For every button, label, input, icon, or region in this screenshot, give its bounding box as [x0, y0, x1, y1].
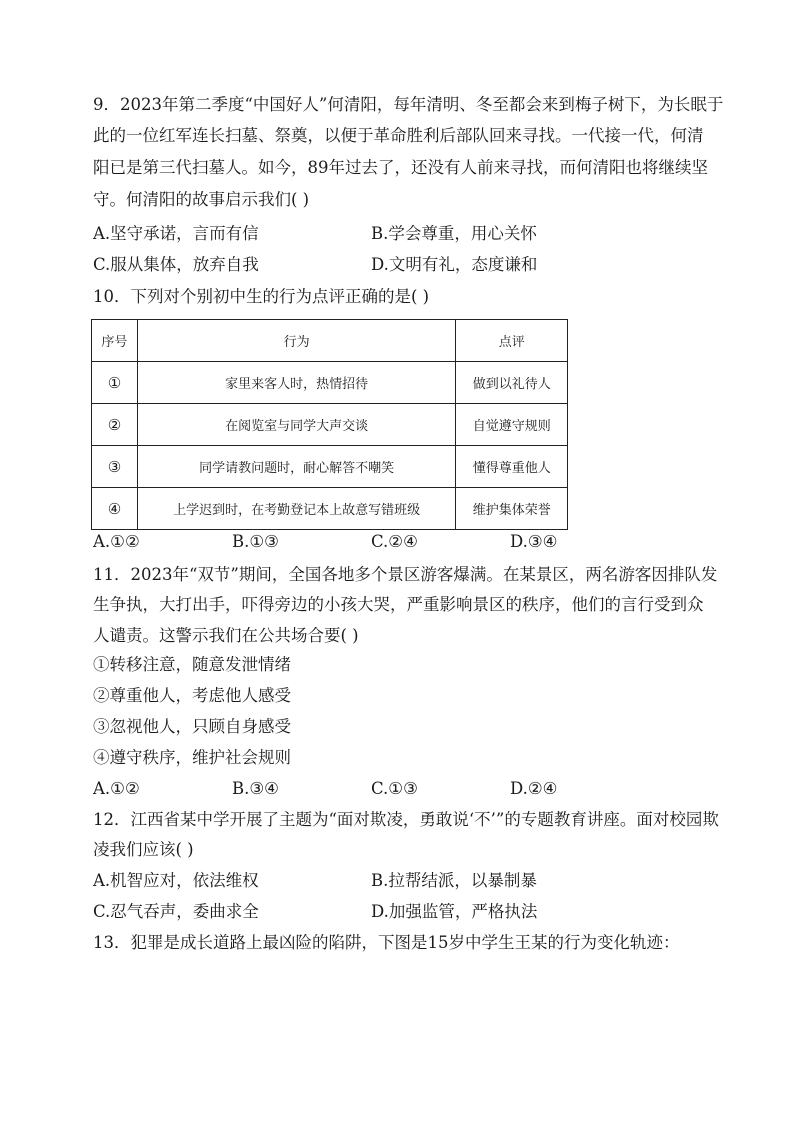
row-review: 维护集体荣誉: [456, 488, 568, 530]
q10-option-d[interactable]: D.③④: [510, 532, 558, 551]
table-row: [92, 488, 568, 530]
q9-stem-line-1: 9．2023年第二季度“中国好人”何清阳，每年清明、冬至都会来到梅子树下，为长眠于: [93, 95, 724, 114]
q11-item-1: ①转移注意，随意发泄情绪: [93, 655, 291, 674]
q11-item-2: ②尊重他人，考虑他人感受: [93, 686, 291, 705]
q9-option-c[interactable]: C.服从集体，放弃自我: [93, 255, 259, 274]
q11-option-c[interactable]: C.①③: [371, 779, 418, 798]
q11-item-4: ④遵守秩序，维护社会规则: [93, 748, 291, 767]
row-number: ④: [92, 488, 138, 530]
header-review: 点评: [456, 320, 568, 362]
header-number: 序号: [92, 320, 138, 362]
row-review: 做到以礼待人: [456, 362, 568, 404]
row-number: ①: [92, 362, 138, 404]
table-header-row: [92, 320, 568, 362]
q12-stem-line-2: 凌我们应该( ): [93, 840, 194, 859]
q9-stem-line-2: 此的一位红军连长扫墓、祭奠，以便于革命胜利后部队回来寻找。一代接一代，何清: [93, 126, 704, 145]
q11-option-a[interactable]: A.①②: [93, 779, 140, 798]
q12-option-d[interactable]: D.加强监管，严格执法: [371, 902, 538, 921]
row-number: ③: [92, 446, 138, 488]
q12-stem-line-1: 12．江西省某中学开展了主题为“面对欺凌，勇敢说‘不’”的专题教育讲座。面对校园欺: [93, 810, 719, 829]
q11-stem-line-1: 11．2023年“双节”期间，全国各地多个景区游客爆满。在某景区，两名游客因排队发: [93, 565, 718, 584]
row-number: ②: [92, 404, 138, 446]
q12-option-c[interactable]: C.忍气吞声，委曲求全: [93, 902, 259, 921]
header-behavior: 行为: [137, 320, 456, 362]
behavior-review-table: [91, 319, 568, 530]
q10-option-b[interactable]: B.①③: [232, 532, 279, 551]
row-behavior: 在阅览室与同学大声交谈: [137, 404, 456, 446]
table-row: [92, 362, 568, 404]
q13-stem: 13．犯罪是成长道路上最凶险的陷阱，下图是15岁中学生王某的行为变化轨迹：: [93, 933, 680, 952]
row-review: 懂得尊重他人: [456, 446, 568, 488]
q9-option-b[interactable]: B.学会尊重，用心关怀: [371, 224, 537, 243]
q12-option-b[interactable]: B.拉帮结派，以暴制暴: [371, 871, 537, 890]
table-row: [92, 404, 568, 446]
row-behavior: 家里来客人时，热情招待: [137, 362, 456, 404]
q11-stem-line-3: 人谴责。这警示我们在公共场合要( ): [93, 626, 359, 645]
q11-option-d[interactable]: D.②④: [510, 779, 558, 798]
q10-option-c[interactable]: C.②④: [371, 532, 418, 551]
row-behavior: 同学请教问题时，耐心解答不嘲笑: [137, 446, 456, 488]
table-row: [92, 446, 568, 488]
q10-option-a[interactable]: A.①②: [93, 532, 140, 551]
q11-stem-line-2: 生争执，大打出手，吓得旁边的小孩大哭，严重影响景区的秩序，他们的言行受到众: [93, 595, 704, 614]
q9-option-d[interactable]: D.文明有礼，态度谦和: [371, 255, 538, 274]
q11-item-3: ③忽视他人，只顾自身感受: [93, 717, 291, 736]
q9-stem-line-4: 守。何清阳的故事启示我们( ): [93, 190, 310, 209]
q9-option-a[interactable]: A.坚守承诺，言而有信: [93, 224, 259, 243]
q11-option-b[interactable]: B.③④: [232, 779, 279, 798]
row-behavior: 上学迟到时，在考勤登记本上故意写错班级: [137, 488, 456, 530]
q10-stem: 10．下列对个别初中生的行为点评正确的是( ): [93, 287, 430, 306]
q12-option-a[interactable]: A.机智应对，依法维权: [93, 871, 259, 890]
q9-stem-line-3: 阳已是第三代扫墓人。如今，89年过去了，还没有人前来寻找，而何清阳也将继续坚: [93, 158, 708, 177]
row-review: 自觉遵守规则: [456, 404, 568, 446]
